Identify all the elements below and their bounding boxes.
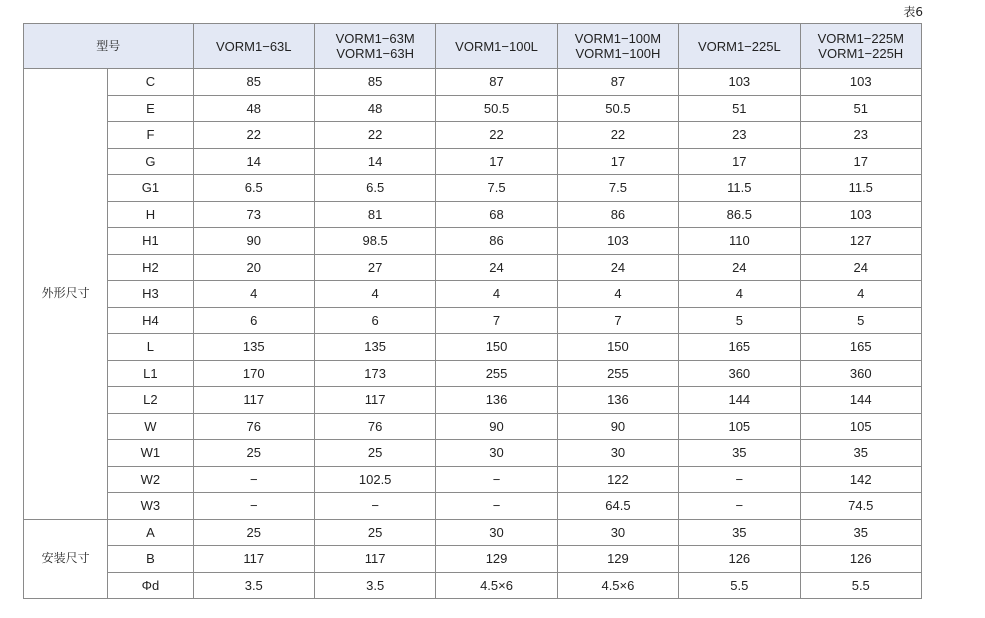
value-cell: 87 xyxy=(557,69,678,96)
table-row xyxy=(24,466,922,493)
value-cell: 360 xyxy=(800,360,921,387)
value-cell: 142 xyxy=(800,466,921,493)
value-cell: 126 xyxy=(679,546,800,573)
value-cell: 6 xyxy=(314,307,435,334)
value-cell: 17 xyxy=(436,148,557,175)
value-cell: 102.5 xyxy=(314,466,435,493)
value-cell: 74.5 xyxy=(800,493,921,520)
value-cell: 11.5 xyxy=(679,175,800,202)
value-cell: 6 xyxy=(193,307,314,334)
parameter-cell: W xyxy=(108,413,193,440)
value-cell: 50.5 xyxy=(557,95,678,122)
value-cell: 14 xyxy=(193,148,314,175)
value-cell: 4 xyxy=(679,281,800,308)
value-cell: 103 xyxy=(679,69,800,96)
value-cell: 24 xyxy=(679,254,800,281)
value-cell: 136 xyxy=(436,387,557,414)
table-row xyxy=(24,201,922,228)
model-column-header: VORM1−63M VORM1−63H xyxy=(314,24,435,69)
value-cell: 51 xyxy=(800,95,921,122)
parameter-cell: H4 xyxy=(108,307,193,334)
table-row xyxy=(24,493,922,520)
value-cell: 85 xyxy=(193,69,314,96)
value-cell: 25 xyxy=(314,440,435,467)
model-header: 型号 xyxy=(24,24,194,69)
table-row xyxy=(24,334,922,361)
value-cell: 3.5 xyxy=(193,572,314,599)
value-cell: 173 xyxy=(314,360,435,387)
model-column-header: VORM1−100M VORM1−100H xyxy=(557,24,678,69)
parameter-cell: H1 xyxy=(108,228,193,255)
value-cell: 11.5 xyxy=(800,175,921,202)
value-cell: 117 xyxy=(314,387,435,414)
value-cell: 35 xyxy=(679,519,800,546)
parameter-cell: B xyxy=(108,546,193,573)
value-cell: 14 xyxy=(314,148,435,175)
value-cell: 50.5 xyxy=(436,95,557,122)
value-cell: 105 xyxy=(800,413,921,440)
value-cell: 7.5 xyxy=(557,175,678,202)
value-cell: 20 xyxy=(193,254,314,281)
value-cell: − xyxy=(436,466,557,493)
value-cell: 90 xyxy=(193,228,314,255)
value-cell: 127 xyxy=(800,228,921,255)
value-cell: 126 xyxy=(800,546,921,573)
parameter-cell: W3 xyxy=(108,493,193,520)
value-cell: 81 xyxy=(314,201,435,228)
parameter-cell: H xyxy=(108,201,193,228)
table-row xyxy=(24,572,922,599)
value-cell: 35 xyxy=(679,440,800,467)
value-cell: 103 xyxy=(557,228,678,255)
value-cell: 360 xyxy=(679,360,800,387)
value-cell: 255 xyxy=(557,360,678,387)
value-cell: 170 xyxy=(193,360,314,387)
value-cell: 5.5 xyxy=(800,572,921,599)
value-cell: 122 xyxy=(557,466,678,493)
value-cell: 103 xyxy=(800,69,921,96)
value-cell: 64.5 xyxy=(557,493,678,520)
value-cell: 150 xyxy=(436,334,557,361)
value-cell: 23 xyxy=(679,122,800,149)
value-cell: 68 xyxy=(436,201,557,228)
value-cell: 90 xyxy=(436,413,557,440)
table-row xyxy=(24,413,922,440)
value-cell: 144 xyxy=(679,387,800,414)
table-row xyxy=(24,360,922,387)
parameter-cell: G1 xyxy=(108,175,193,202)
value-cell: 76 xyxy=(314,413,435,440)
value-cell: 86 xyxy=(436,228,557,255)
value-cell: 22 xyxy=(193,122,314,149)
value-cell: 30 xyxy=(557,519,678,546)
header-row xyxy=(24,24,922,69)
value-cell: 144 xyxy=(800,387,921,414)
value-cell: 165 xyxy=(800,334,921,361)
value-cell: 90 xyxy=(557,413,678,440)
value-cell: 76 xyxy=(193,413,314,440)
value-cell: 103 xyxy=(800,201,921,228)
value-cell: 30 xyxy=(436,440,557,467)
value-cell: 4 xyxy=(436,281,557,308)
value-cell: 129 xyxy=(436,546,557,573)
table-row xyxy=(24,95,922,122)
group-label: 安装尺寸 xyxy=(24,519,108,599)
model-column-header: VORM1−63L xyxy=(193,24,314,69)
table-row xyxy=(24,281,922,308)
value-cell: 7 xyxy=(557,307,678,334)
value-cell: 30 xyxy=(436,519,557,546)
value-cell: 25 xyxy=(193,519,314,546)
value-cell: 4 xyxy=(557,281,678,308)
value-cell: 135 xyxy=(314,334,435,361)
value-cell: 255 xyxy=(436,360,557,387)
value-cell: 105 xyxy=(679,413,800,440)
model-column-header: VORM1−225L xyxy=(679,24,800,69)
table-row xyxy=(24,307,922,334)
value-cell: 4.5×6 xyxy=(557,572,678,599)
value-cell: 4 xyxy=(800,281,921,308)
value-cell: 51 xyxy=(679,95,800,122)
value-cell: 48 xyxy=(193,95,314,122)
value-cell: 117 xyxy=(193,546,314,573)
value-cell: 24 xyxy=(436,254,557,281)
value-cell: 4 xyxy=(193,281,314,308)
value-cell: 6.5 xyxy=(314,175,435,202)
value-cell: 3.5 xyxy=(314,572,435,599)
value-cell: 87 xyxy=(436,69,557,96)
parameter-cell: G xyxy=(108,148,193,175)
table-row xyxy=(24,148,922,175)
value-cell: 135 xyxy=(193,334,314,361)
value-cell: 150 xyxy=(557,334,678,361)
model-column-header: VORM1−225M VORM1−225H xyxy=(800,24,921,69)
table-row xyxy=(24,228,922,255)
table-caption: 表6 xyxy=(903,5,923,19)
parameter-cell: E xyxy=(108,95,193,122)
value-cell: 110 xyxy=(679,228,800,255)
table-row xyxy=(24,519,922,546)
model-column-header: VORM1−100L xyxy=(436,24,557,69)
value-cell: 22 xyxy=(314,122,435,149)
parameter-cell: W1 xyxy=(108,440,193,467)
value-cell: 7.5 xyxy=(436,175,557,202)
table-row xyxy=(24,69,922,96)
value-cell: 23 xyxy=(800,122,921,149)
value-cell: 25 xyxy=(314,519,435,546)
value-cell: 25 xyxy=(193,440,314,467)
table-row xyxy=(24,387,922,414)
table-row xyxy=(24,440,922,467)
table-row xyxy=(24,175,922,202)
value-cell: 117 xyxy=(193,387,314,414)
parameter-cell: W2 xyxy=(108,466,193,493)
value-cell: 5.5 xyxy=(679,572,800,599)
value-cell: 17 xyxy=(679,148,800,175)
table-body xyxy=(24,69,922,599)
value-cell: − xyxy=(193,493,314,520)
parameter-cell: A xyxy=(108,519,193,546)
parameter-cell: H2 xyxy=(108,254,193,281)
value-cell: 4 xyxy=(314,281,435,308)
value-cell: − xyxy=(193,466,314,493)
value-cell: 22 xyxy=(557,122,678,149)
value-cell: 85 xyxy=(314,69,435,96)
value-cell: 136 xyxy=(557,387,678,414)
group-label: 外形尺寸 xyxy=(24,69,108,520)
parameter-cell: Φd xyxy=(108,572,193,599)
parameter-cell: F xyxy=(108,122,193,149)
value-cell: − xyxy=(679,466,800,493)
value-cell: 86 xyxy=(557,201,678,228)
value-cell: 4.5×6 xyxy=(436,572,557,599)
value-cell: 30 xyxy=(557,440,678,467)
value-cell: 17 xyxy=(557,148,678,175)
table-row xyxy=(24,122,922,149)
table-row xyxy=(24,546,922,573)
value-cell: 22 xyxy=(436,122,557,149)
value-cell: 6.5 xyxy=(193,175,314,202)
value-cell: 117 xyxy=(314,546,435,573)
parameter-cell: L1 xyxy=(108,360,193,387)
parameter-cell: H3 xyxy=(108,281,193,308)
value-cell: 24 xyxy=(800,254,921,281)
dimension-table xyxy=(23,23,922,599)
value-cell: 17 xyxy=(800,148,921,175)
value-cell: 5 xyxy=(800,307,921,334)
value-cell: − xyxy=(314,493,435,520)
table-row xyxy=(24,254,922,281)
value-cell: − xyxy=(436,493,557,520)
value-cell: 7 xyxy=(436,307,557,334)
value-cell: 165 xyxy=(679,334,800,361)
parameter-cell: C xyxy=(108,69,193,96)
value-cell: − xyxy=(679,493,800,520)
value-cell: 35 xyxy=(800,519,921,546)
value-cell: 5 xyxy=(679,307,800,334)
value-cell: 48 xyxy=(314,95,435,122)
value-cell: 129 xyxy=(557,546,678,573)
parameter-cell: L2 xyxy=(108,387,193,414)
value-cell: 24 xyxy=(557,254,678,281)
value-cell: 27 xyxy=(314,254,435,281)
parameter-cell: L xyxy=(108,334,193,361)
value-cell: 86.5 xyxy=(679,201,800,228)
value-cell: 35 xyxy=(800,440,921,467)
value-cell: 73 xyxy=(193,201,314,228)
value-cell: 98.5 xyxy=(314,228,435,255)
